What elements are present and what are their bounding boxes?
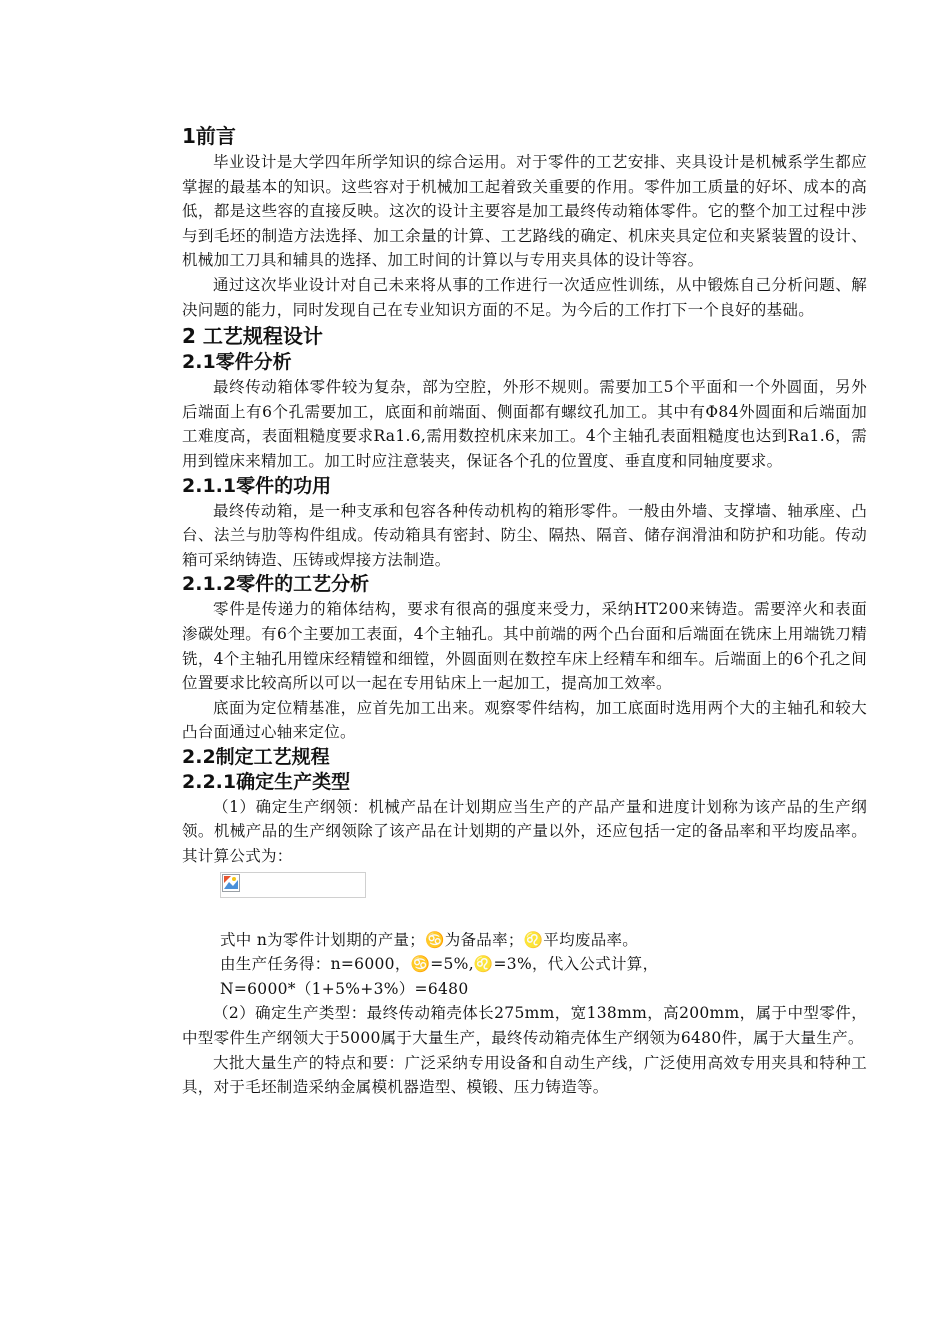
- paragraph: 毕业设计是大学四年所学知识的综合运用。对于零件的工艺安排、夹具设计是机械系学生都应掌握的最基本的知识。这些容对于机械加工起着致关重要的作用。零件加工质量的好坏、成本的高低，都是这些容的直接反映。这次的设计主要容是加工最终传动箱体零件。它的整个加工过程中涉与到毛坯的制造方法选择、加工余量的计算、工艺路线的确定、机床夹具定位和夹紧装置的设计、机械加工刀具和辅具的选择、加工时间的计算以与专用夹具体的设计等容。: [182, 153, 867, 270]
- section-1-title: 1前言: [182, 124, 236, 148]
- section-2-2-1-title: 2.2.1确定生产类型: [182, 770, 351, 793]
- section-2-1-title: 2.1零件分析: [182, 351, 292, 374]
- section-2-1-1-title: 2.1.1零件的功用: [182, 474, 332, 497]
- paragraph: 大批大量生产的特点和要：广泛采纳专用设备和自动生产线，广泛使用高效专用夹具和特种工具，对于毛坯制造采纳金属模机器造型、模锻、压力铸造等。: [182, 1053, 867, 1097]
- section-2-1-2-title: 2.1.2零件的工艺分析: [182, 573, 370, 596]
- paragraph: 通过这次毕业设计对自己未来将从事的工作进行一次适应性训练，从中锻炼自己分析问题、解决问题的能力，同时发现自己在专业知识方面的不足。为今后的工作打下一个良好的基础。: [182, 275, 867, 319]
- spacer: [182, 898, 867, 928]
- document-body: [182, 122, 867, 1100]
- broken-image-icon: [222, 874, 240, 892]
- paragraph: 零件是传递力的箱体结构，要求有很高的强度来受力，采纳HT200来铸造。需要淬火和表面渗碳处理。有6个主要加工表面，4个主轴孔。其中前端的两个凸台面和后端面在铣床上用端铣刀精铣，4个主轴孔用镗床经精镗和细镗，外圆面则在数控车床上经精车和细车。后端面上的6个孔之间位置要求比较高所以可以一起在专用钻床上一起加工，提高加工效率。: [182, 600, 867, 693]
- formula-result: N=6000*（1+5%+3%）=6480: [220, 979, 469, 998]
- formula-explanation: 式中 n为零件计划期的产量；♋为备品率；♌平均废品率。: [220, 930, 639, 949]
- formula-image: [220, 872, 366, 898]
- formula-values: 由生产任务得：n=6000，♋=5%,♌=3%，代入公式计算，: [220, 955, 659, 974]
- paragraph: （2）确定生产类型：最终传动箱壳体长275mm，宽138mm，高200mm，属于中型零件，中型零件生产纲领大于5000属于大量生产，最终传动箱壳体生产纲领为6480件，属于大量生产。: [182, 1004, 867, 1048]
- paragraph: （1）确定生产纲领：机械产品在计划期应当生产的产品产量和进度计划称为该产品的生产纲领。机械产品的生产纲领除了该产品在计划期的产量以外，还应包括一定的备品率和平均废品率。其计算公式为：: [182, 797, 867, 866]
- paragraph: 最终传动箱，是一种支承和包容各种传动机构的箱形零件。一般由外墙、支撑墙、轴承座、凸台、法兰与肋等构件组成。传动箱具有密封、防尘、隔热、隔音、储存润滑油和防护和功能。传动箱可采纳铸造、压铸或焊接方法制造。: [182, 501, 867, 569]
- paragraph: 最终传动箱体零件较为复杂，部为空腔，外形不规则。需要加工5个平面和一个外圆面，另外后端面上有6个孔需要加工，底面和前端面、侧面都有螺纹孔加工。其中有Φ84外圆面和后端面加工难度高，表面粗糙度要求Ra1.6,需用数控机床来加工。4个主轴孔表面粗糙度也达到Ra1.6，需用到镗床来精加工。加工时应注意装夹，保证各个孔的位置度、垂直度和同轴度要求。: [182, 378, 867, 470]
- section-2-2-title: 2.2制定工艺规程: [182, 745, 330, 768]
- section-2-title: 2 工艺规程设计: [182, 324, 323, 349]
- paragraph: 底面为定位精基准，应首先加工出来。观察零件结构，加工底面时选用两个大的主轴孔和较大凸台面通过心轴来定位。: [182, 698, 867, 742]
